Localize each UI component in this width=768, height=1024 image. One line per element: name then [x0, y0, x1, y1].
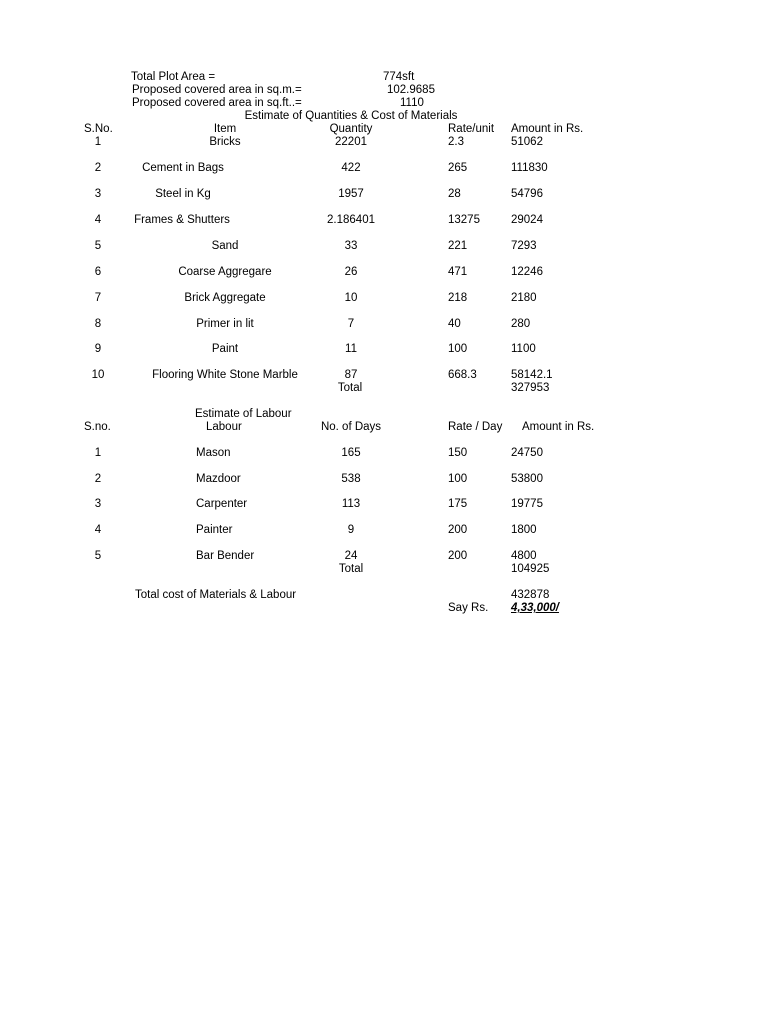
material-sno: 7	[94, 292, 102, 304]
labour-title: Estimate of Labour	[195, 408, 292, 420]
say-label: Say Rs.	[448, 602, 489, 614]
labour-col-labour: Labour	[206, 421, 242, 433]
material-qty: 22201	[335, 136, 367, 148]
material-amount: 51062	[511, 136, 543, 148]
labour-sno: 1	[94, 447, 102, 459]
material-amount: 12246	[511, 266, 543, 278]
material-item: Sand	[211, 240, 239, 252]
labour-name: Carpenter	[196, 498, 248, 510]
grand-total-value: 432878	[511, 589, 550, 601]
say-value: 4,33,000/	[511, 602, 559, 614]
material-sno: 8	[94, 318, 102, 330]
material-amount: 54796	[511, 188, 543, 200]
material-amount: 280	[511, 318, 531, 330]
material-sno: 9	[94, 343, 102, 355]
material-sno: 6	[94, 266, 102, 278]
covered-sqm-label: Proposed covered area in sq.m.=	[132, 84, 302, 96]
labour-rate: 200	[448, 524, 468, 536]
labour-days: 9	[347, 524, 355, 536]
material-amount: 111830	[511, 162, 548, 174]
material-qty: 10	[344, 292, 358, 304]
labour-rate: 150	[448, 447, 468, 459]
material-rate: 28	[448, 188, 461, 200]
material-item: Primer in lit	[196, 318, 254, 330]
covered-sqft-value: 1110	[400, 97, 424, 109]
material-item: Bricks	[209, 136, 241, 148]
material-sno: 3	[94, 188, 102, 200]
labour-rate: 175	[448, 498, 468, 510]
labour-sno: 5	[94, 550, 102, 562]
material-rate: 471	[448, 266, 468, 278]
labour-rate: 100	[448, 473, 468, 485]
labour-rate: 200	[448, 550, 468, 562]
labour-name: Mason	[196, 447, 231, 459]
material-qty: 26	[344, 266, 358, 278]
materials-col-quantity: Quantity	[329, 123, 373, 135]
labour-sno: 4	[94, 524, 102, 536]
material-qty: 1957	[338, 188, 364, 200]
labour-amount: 4800	[511, 550, 537, 562]
material-rate: 221	[448, 240, 468, 252]
material-amount: 7293	[511, 240, 537, 252]
labour-amount: 53800	[511, 473, 543, 485]
labour-amount: 1800	[511, 524, 537, 536]
materials-col-rate: Rate/unit	[448, 123, 495, 135]
labour-col-rate: Rate / Day	[448, 421, 503, 433]
materials-col-item: Item	[213, 123, 237, 135]
material-rate: 40	[448, 318, 461, 330]
labour-days: 24	[344, 550, 358, 562]
material-sno: 1	[94, 136, 102, 148]
material-amount: 2180	[511, 292, 537, 304]
material-amount: 29024	[511, 214, 543, 226]
labour-name: Bar Bender	[196, 550, 255, 562]
labour-amount: 19775	[511, 498, 543, 510]
material-amount: 1100	[511, 343, 536, 355]
material-rate: 265	[448, 162, 468, 174]
material-rate: 2.3	[448, 136, 464, 148]
materials-total-value: 327953	[511, 382, 550, 394]
covered-sqft-label: Proposed covered area in sq.ft..=	[132, 97, 302, 109]
material-qty: 7	[347, 318, 355, 330]
materials-col-sno: S.No.	[84, 123, 113, 135]
labour-sno: 3	[94, 498, 102, 510]
labour-name: Painter	[196, 524, 233, 536]
material-item: Cement in Bags	[142, 162, 224, 174]
labour-col-days: No. of Days	[320, 421, 382, 433]
labour-days: 165	[341, 447, 361, 459]
material-item: Brick Aggregate	[184, 292, 266, 304]
material-qty: 2.186401	[327, 214, 375, 226]
material-rate: 13275	[448, 214, 480, 226]
labour-col-amount: Amount in Rs.	[522, 421, 595, 433]
materials-title: Estimate of Quantities & Cost of Materials	[244, 110, 458, 122]
material-amount: 58142.1	[511, 369, 553, 381]
material-sno: 4	[94, 214, 102, 226]
material-sno: 5	[94, 240, 102, 252]
material-item: Frames & Shutters	[134, 214, 230, 226]
material-rate: 668.3	[448, 369, 477, 381]
material-qty: 422	[341, 162, 361, 174]
material-qty: 11	[345, 343, 357, 355]
material-rate: 100	[448, 343, 468, 355]
labour-total-label: Total	[338, 563, 364, 575]
grand-total-label: Total cost of Materials & Labour	[135, 589, 297, 601]
materials-col-amount: Amount in Rs.	[511, 123, 584, 135]
labour-days: 113	[341, 498, 361, 510]
plot-area-label: Total Plot Area =	[131, 71, 216, 83]
material-rate: 218	[448, 292, 468, 304]
labour-name: Mazdoor	[196, 473, 241, 485]
material-sno: 10	[91, 369, 105, 381]
labour-amount: 24750	[511, 447, 543, 459]
material-item: Flooring White Stone Marble	[152, 369, 298, 381]
covered-sqm-value: 102.9685	[387, 84, 435, 96]
material-item: Paint	[211, 343, 239, 355]
labour-total-value: 104925	[511, 563, 550, 575]
plot-area-value: 774sft	[383, 71, 415, 83]
material-qty: 87	[344, 369, 358, 381]
material-sno: 2	[94, 162, 102, 174]
labour-days: 538	[341, 473, 361, 485]
material-item: Steel in Kg	[155, 188, 211, 200]
material-item: Coarse Aggregare	[178, 266, 272, 278]
material-qty: 33	[344, 240, 358, 252]
materials-total-label: Total	[337, 382, 363, 394]
labour-sno: 2	[94, 473, 102, 485]
labour-col-sno: S.no.	[84, 421, 111, 433]
